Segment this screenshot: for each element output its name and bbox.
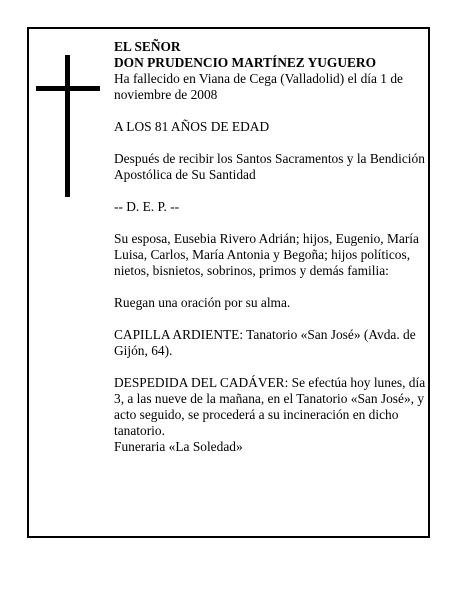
farewell-line: DESPEDIDA DEL CADÁVER: Se efectúa hoy lunes, día 3, a las nueve de la mañana, en el Tanatorio «San José», y acto seguido, se procederá a su incineración en dicho tanatorio.	[114, 375, 426, 438]
obituary-text	[114, 39, 426, 455]
prayer-line: Ruegan una oración por su alma.	[114, 295, 291, 310]
funeral-home-line: Funeraria «La Soledad»	[114, 439, 243, 454]
family-line: Su esposa, Eusebia Rivero Adrián; hijos, Eugenio, María Luisa, Carlos, María Antonia y Begoña; hijos políticos, nietos, bisnietos, sobrinos, primos y demás familia:	[114, 231, 419, 278]
deceased-name: DON PRUDENCIO MARTÍNEZ YUGUERO	[114, 55, 377, 70]
latin-cross-icon	[36, 55, 100, 197]
cross-horizontal-bar	[36, 86, 100, 91]
age-line: A LOS 81 AÑOS DE EDAD	[114, 119, 270, 134]
death-info: Ha fallecido en Viana de Cega (Valladolid) el día 1 de noviembre de 2008	[114, 71, 403, 102]
sacraments-line: Después de recibir los Santos Sacramentos y la Bendición Apostólica de Su Santidad	[114, 151, 425, 182]
cross-vertical-bar	[65, 55, 70, 197]
rip-line: -- D. E. P. --	[114, 199, 180, 214]
chapel-line: CAPILLA ARDIENTE: Tanatorio «San José» (Avda. de Gijón, 64).	[114, 327, 416, 358]
title-line-1: EL SEÑOR	[114, 39, 181, 54]
